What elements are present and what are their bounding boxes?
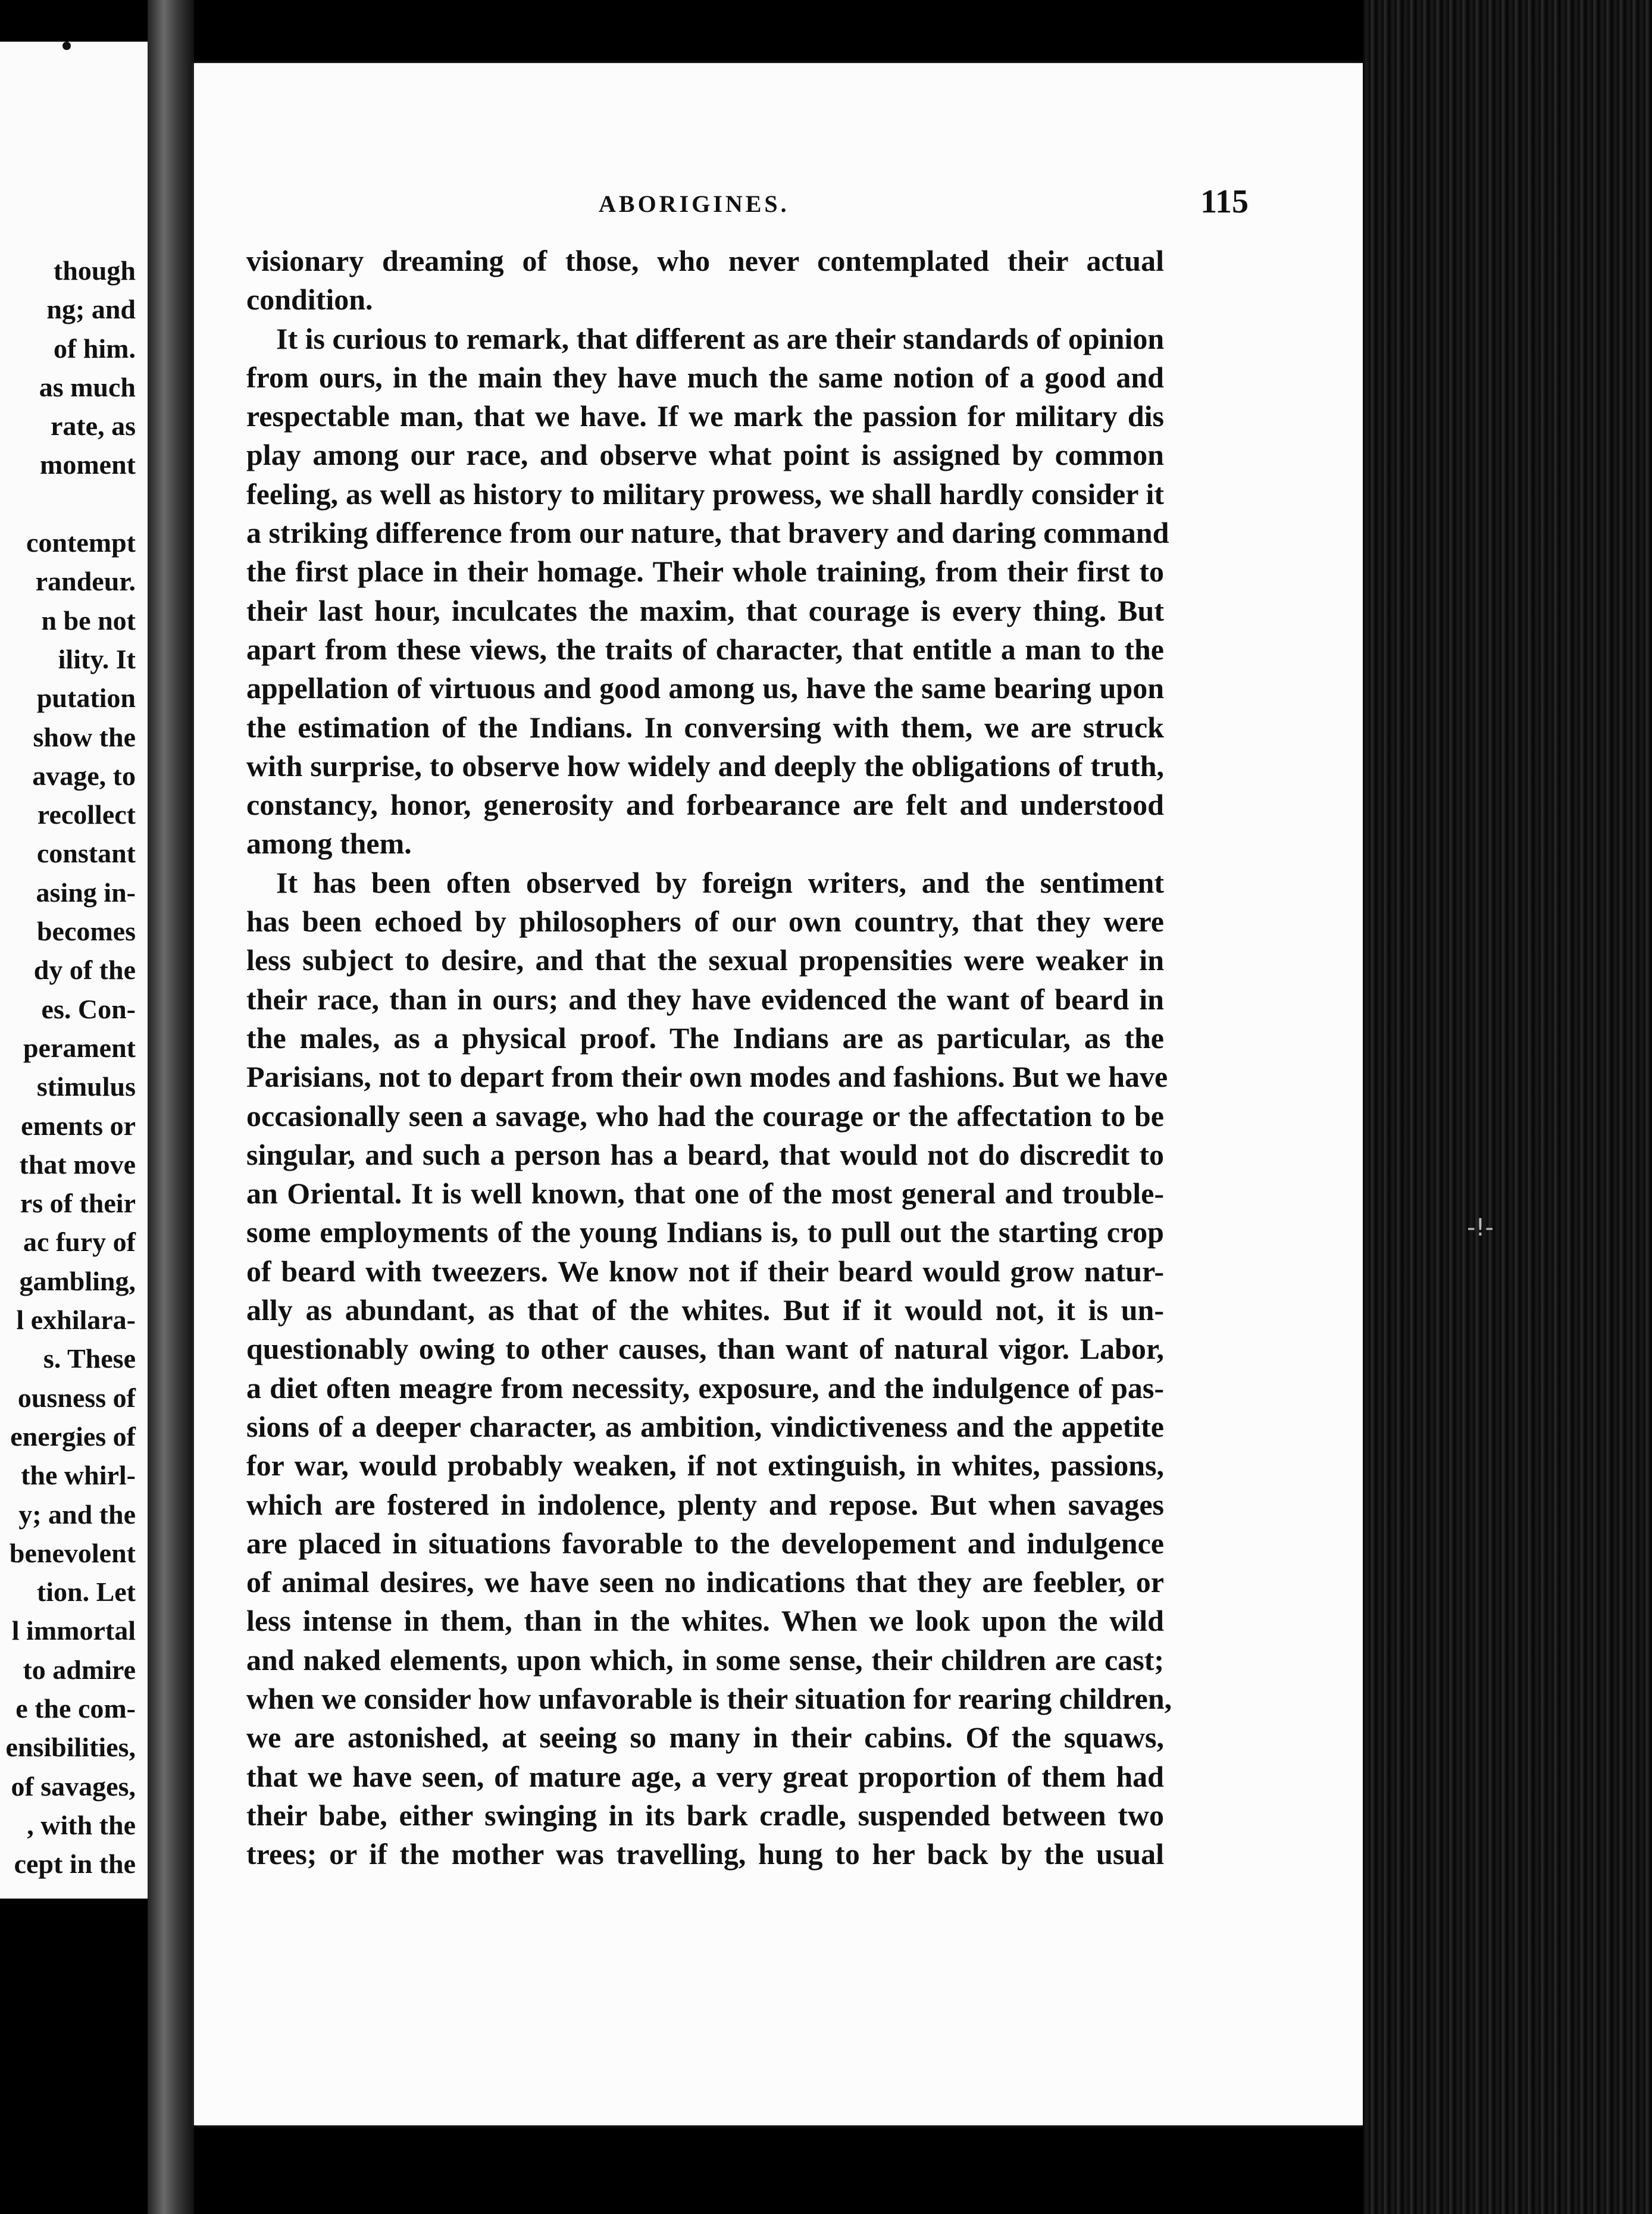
text-line: less intense in them, than in the whites. When we look upon the wild [246,1604,1164,1638]
previous-page-line: as much [39,371,136,402]
previous-page-line: dy of the [33,955,136,986]
text-line: their race, than in ours; and they have evidenced the want of beard in [246,982,1164,1016]
previous-page-line: rate, as [50,411,136,442]
previous-page-line: to admire [23,1654,136,1685]
text-line: trees; or if the mother was travelling, hung to her back by the usual [246,1837,1164,1871]
edge-mark: -!- [1467,1214,1494,1242]
previous-page-line: l exhilara- [16,1305,136,1336]
text-line: apart from these views, the traits of character, that entitle a man to the [246,632,1164,666]
previous-page-line: stimulus [36,1071,136,1102]
text-line: from ours, in the main they have much the same notion of a good and [246,360,1164,394]
previous-page-line: putation [36,683,136,714]
previous-page-line: ac fury of [23,1227,136,1258]
text-line: play among our race, and observe what point is assigned by common [246,438,1164,472]
text-line: a striking difference from our nature, that bravery and daring command [246,516,1169,550]
book-edge [1363,0,1652,2214]
text-line: constancy, honor, generosity and forbearance are felt and understood [246,788,1164,822]
previous-page-line: avage, to [32,760,136,791]
text-line: appellation of virtuous and good among us, have the same bearing upon [246,671,1164,705]
previous-page-line: n be not [41,605,136,636]
text-line: ally as abundant, as that of the whites. But if it would not, it is un- [246,1293,1164,1327]
previous-page-line: gambling, [19,1265,136,1296]
text-line: respectable man, that we have. If we mark the passion for military dis [246,399,1164,433]
previous-page-line [5,484,136,523]
previous-page-line: rs of their [20,1188,136,1219]
book-gutter [148,0,194,2214]
previous-page-line: that move [19,1149,136,1180]
previous-page-line: becomes [36,916,136,947]
running-title: ABORIGINES. [599,190,790,217]
previous-page-line: ements or [21,1110,136,1141]
text-line: we are astonished, at seeing so many in their cabins. Of the squaws, [246,1721,1164,1755]
previous-page-line: tion. Let [36,1577,136,1608]
text-line: the first place in their homage. Their whole training, from their first to [246,555,1164,589]
previous-page-line: s. These [43,1343,136,1374]
previous-page-line: ousness of [17,1382,136,1413]
text-line: an Oriental. It is well known, that one of the most general and trouble- [246,1177,1164,1211]
previous-page-line: e the com- [15,1693,136,1724]
previous-page-line: though [53,255,136,286]
text-line: It is curious to remark, that different as are their standards of opinion [276,321,1165,355]
text-line: are placed in situations favorable to the developement and indulgence [246,1526,1164,1560]
previous-page-line: l immortal [11,1615,136,1646]
text-line: questionably owing to other causes, than want of natural vigor. Labor, [246,1332,1164,1366]
previous-page-fragment [0,42,148,1899]
previous-page-line: moment [40,449,136,480]
text-line: of animal desires, we have seen no indications that they are feebler, or [246,1565,1164,1599]
previous-page-line: ng; and [46,294,136,325]
previous-page-line: , with the [27,1809,136,1840]
previous-page-line: ensibilities, [5,1732,136,1763]
text-line: when we consider how unfavorable is their situation for rearing children, [246,1681,1172,1715]
text-line: singular, and such a person has a beard, that would not do discredit to [246,1137,1164,1171]
text-line: their babe, either swinging in its bark cradle, suspended between two [246,1798,1164,1832]
previous-page-line: y; and the [18,1499,136,1530]
body-text [246,242,1172,1874]
text-line: their last hour, inculcates the maxim, that courage is every thing. But [246,593,1164,627]
previous-page-line: randeur. [35,566,136,597]
text-line: with surprise, to observe how widely and deeply the obligations of truth, [246,749,1164,783]
text-line: occasionally seen a savage, who had the courage or the affectation to be [246,1099,1164,1133]
text-line: for war, would probably weaken, if not extinguish, in whites, passions, [246,1449,1164,1483]
text-line: among them. [246,827,412,861]
previous-page-line: the whirl- [21,1460,136,1491]
page-number: 115 [1200,183,1249,220]
previous-page-line: cept in the [14,1849,136,1880]
text-line: some employments of the young Indians is, to pull out the starting crop [246,1215,1164,1249]
previous-page-text [5,251,136,1883]
book-page [194,63,1363,2125]
previous-page-line: of savages, [11,1771,136,1802]
previous-page-line: es. Con- [41,993,136,1024]
text-line: visionary dreaming of those, who never contemplated their actual [246,244,1164,277]
text-line: the males, as a physical proof. The Indians are as particular, as the [246,1021,1164,1055]
previous-page-line: of him. [54,333,136,364]
text-line: sions of a deeper character, as ambition, vindictiveness and the appetite [246,1409,1164,1443]
previous-page-line: perament [23,1032,136,1063]
text-line: the estimation of the Indians. In conversing with them, we are struck [246,710,1164,744]
margin-dot [62,42,71,50]
text-line: condition. [246,283,373,317]
text-line: It has been often observed by foreign writers, and the sentiment [276,865,1164,899]
previous-page-line: recollect [37,799,136,830]
text-line: less subject to desire, and that the sexual propensities were weaker in [246,943,1164,977]
text-line: Parisians, not to depart from their own modes and fashions. But we have [246,1060,1168,1094]
text-line: and naked elements, upon which, in some sense, their children are cast; [246,1643,1164,1677]
previous-page-line: contempt [26,527,136,558]
text-line: which are fostered in indolence, plenty and repose. But when savages [246,1487,1164,1521]
previous-page-line: benevolent [9,1537,136,1568]
text-line: feeling, as well as history to military prowess, we shall hardly consider it [246,477,1164,511]
text-line: of beard with tweezers. We know not if their beard would grow natur- [246,1254,1164,1288]
previous-page-line: constant [36,838,136,869]
text-line: has been echoed by philosophers of our own country, that they were [246,905,1164,939]
previous-page-line: ility. It [58,643,136,674]
previous-page-line: asing in- [36,877,136,908]
previous-page-line: show the [33,721,136,752]
previous-page-line: energies of [10,1421,136,1452]
text-line: a diet often meagre from necessity, exposure, and the indulgence of pas- [246,1371,1164,1405]
text-line: that we have seen, of mature age, a very great proportion of them had [246,1759,1164,1793]
